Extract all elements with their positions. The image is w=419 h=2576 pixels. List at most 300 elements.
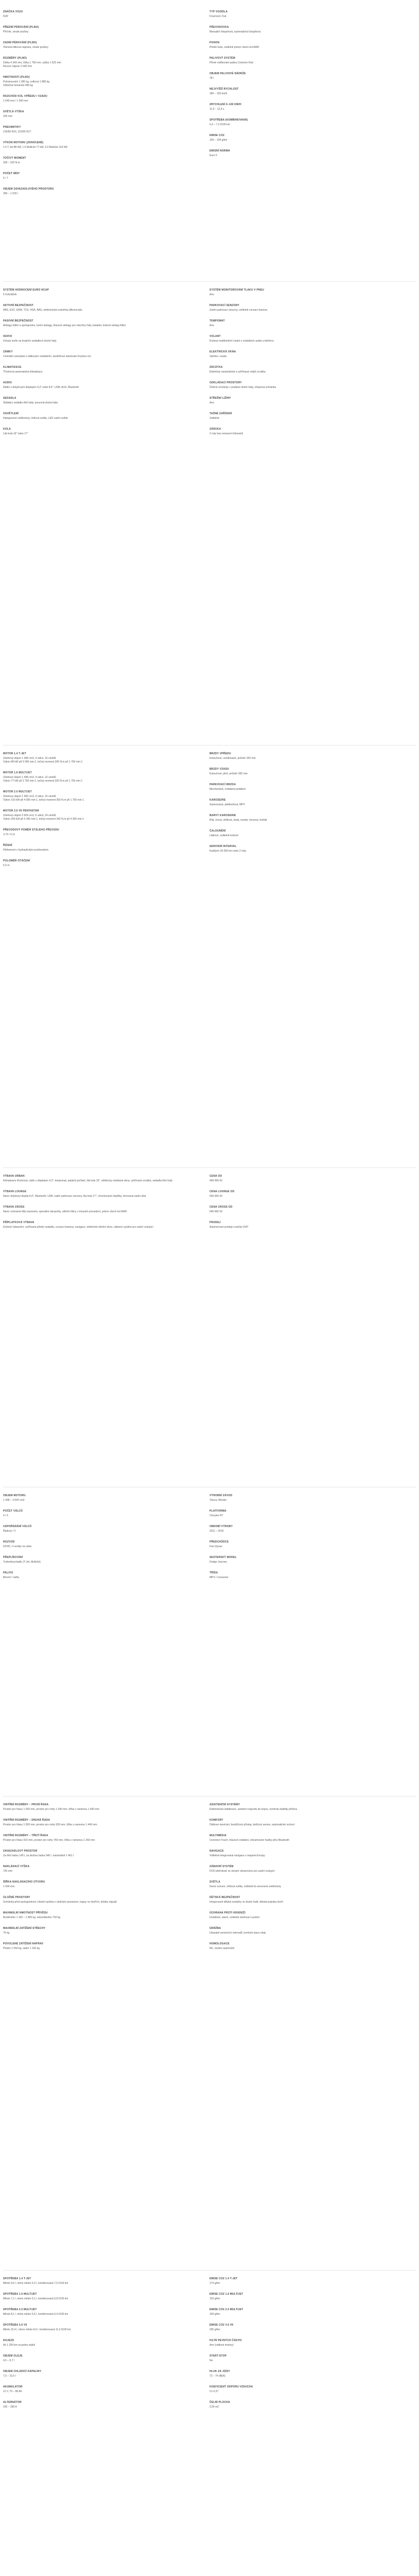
spec-label: VÝROBNÍ ZÁVOD bbox=[210, 1494, 233, 1497]
spec-value: Město 9,6 l, mimo město 6,3 l, kombinovaná 7,5 l/100 km bbox=[3, 2282, 68, 2285]
spec-item bbox=[210, 428, 400, 436]
spec-label: AKTIVNÍ BEZPEČNOST bbox=[3, 304, 34, 307]
spec-label: CENA OD bbox=[210, 1175, 222, 1178]
spec-label: SEDADLA bbox=[3, 397, 16, 400]
spec-value: Příčník, vinuté pružiny bbox=[3, 30, 29, 33]
spec-item bbox=[210, 304, 400, 312]
section-divider bbox=[3, 1167, 416, 1168]
spec-item bbox=[3, 1942, 194, 1951]
spec-value: Denní svícení, mlhová světla, volitelně bi-xenonové světlomety bbox=[210, 1885, 281, 1888]
spec-label: MOTOR 1.4 T-JET bbox=[3, 752, 26, 755]
spec-value: Schránka před spolujezdcem, loketní opěrka s úložným prostorem, kapsy ve dveřích, držáky nápojů bbox=[3, 1901, 117, 1904]
spec-label: PARKOVACÍ SENZORY bbox=[210, 304, 240, 307]
spec-label: VÝBAVA LOUNGE bbox=[3, 1190, 27, 1193]
spec-label: HMOTNOSTI (PLNO) bbox=[3, 76, 30, 79]
spec-label: NAKLÁDACÍ VÝŠKA bbox=[3, 1865, 30, 1868]
spec-label: AUDIO bbox=[3, 381, 12, 384]
spec-value: Volitelně integrovaná navigace s mapami Evropy bbox=[210, 1854, 265, 1857]
spec-value: Elektronická stabilizace, asistent rozjezdu do kopce, kontrola stability přívěsu bbox=[210, 1808, 298, 1811]
spec-item bbox=[210, 350, 400, 359]
spec-label: POHON bbox=[210, 41, 220, 44]
spec-label: PARKOVACÍ BRZDA bbox=[210, 783, 236, 786]
spec-label: STŘEŠNÍ LIŽINY bbox=[210, 397, 231, 400]
spec-value: Rádio s dotykovým displejem 4,3" nebo 8,4", USB, AUX, Bluetooth bbox=[3, 386, 79, 389]
spec-value: 255 g/km bbox=[210, 2328, 220, 2331]
spec-column-left bbox=[3, 2277, 194, 2416]
spec-column-left bbox=[3, 1494, 194, 1587]
spec-label: KAROSERIE bbox=[210, 799, 226, 802]
spec-item bbox=[3, 1510, 194, 1518]
spec-label: OSVĚTLENÍ bbox=[3, 412, 19, 415]
spec-value: 649 900 Kč bbox=[210, 1210, 223, 1213]
spec-item bbox=[3, 1175, 194, 1183]
spec-value: Volitelně bbox=[210, 417, 219, 420]
spec-value: 174 g/km bbox=[210, 2282, 220, 2285]
spec-item bbox=[3, 859, 194, 868]
spec-item bbox=[3, 1850, 194, 1858]
spec-item bbox=[210, 1942, 400, 1951]
spec-label: VNITŘNÍ ROZMĚRY – PRVNÍ ŘADA bbox=[3, 1803, 49, 1806]
spec-label: VÝBAVA CROSS bbox=[3, 1206, 25, 1209]
spec-label: KLIMATIZACE bbox=[3, 366, 22, 369]
spec-item bbox=[3, 1803, 194, 1811]
spec-label: PALIVOVÝ SYSTÉM bbox=[210, 57, 235, 60]
spec-value: 5 / 7 bbox=[3, 177, 8, 180]
spec-value: Za třetí řadou 145 l, za druhou řadou 540 l, maximálně 1 461 l bbox=[3, 1854, 74, 1857]
spec-label: ROZVOD bbox=[3, 1540, 15, 1544]
spec-label: BRZDY VZADU bbox=[210, 768, 229, 771]
spec-item bbox=[210, 412, 400, 420]
spec-value: 4 / 6 bbox=[3, 1514, 8, 1517]
spec-item bbox=[210, 1911, 400, 1920]
spec-value: Centrální zamykání s dálkovým ovládáním, bezklíčové startování Keyless Go bbox=[3, 355, 91, 358]
spec-value: Freemont, Fiat bbox=[210, 15, 226, 18]
spec-column-right bbox=[210, 752, 400, 860]
spec-label: VNITŘNÍ ROZMĚRY – TŘETÍ ŘADA bbox=[3, 1834, 48, 1837]
spec-item bbox=[210, 1880, 400, 1889]
spec-value: 390 – 1 520 l bbox=[3, 192, 18, 195]
spec-label: ROZMĚRY (PLNO) bbox=[3, 57, 27, 60]
spec-item bbox=[3, 1571, 194, 1580]
spec-item bbox=[3, 2385, 194, 2394]
spec-value: 1 540 mm / 1 540 mm bbox=[3, 99, 28, 103]
spec-item bbox=[3, 1896, 194, 1904]
spec-item bbox=[3, 844, 194, 852]
spec-value: Látkové, volitelně kožené bbox=[210, 834, 239, 837]
spec-item bbox=[3, 2293, 194, 2301]
spec-label: SPOTŘEBA (KOMBINOVANÁ) bbox=[210, 118, 248, 122]
spec-item bbox=[210, 829, 400, 838]
spec-item bbox=[210, 319, 400, 328]
spec-column-left bbox=[3, 289, 194, 443]
spec-item bbox=[210, 26, 400, 34]
spec-value: 2,56 m2 bbox=[210, 2405, 219, 2409]
spec-value: Fiat Ulysse bbox=[210, 1545, 222, 1548]
spec-value: ABS, ESC, ERM, TCS, HSA, BAS, elektronická uzávěrka diferenciálu bbox=[3, 309, 82, 312]
spec-label: CENA CROSS OD bbox=[210, 1206, 233, 1209]
spec-value: Bílá, černá, stříbrná, šedá, modrá, červená, hnědá bbox=[210, 819, 267, 822]
spec-item bbox=[210, 1927, 400, 1935]
spec-label: SPOTŘEBA 2.0 MULTIJET bbox=[3, 2308, 37, 2311]
spec-label: KOEFICIENT ODPORU VZDUCHU bbox=[210, 2385, 253, 2388]
spec-item bbox=[3, 141, 194, 149]
spec-value: Brzděného 1 100 – 1 800 kg, nebrzděného 750 kg bbox=[3, 1916, 61, 1919]
spec-label: SPOTŘEBA 1.4 T-JET bbox=[3, 2277, 31, 2280]
spec-value: Kotoučové, plné, průměr 305 mm bbox=[210, 772, 248, 775]
spec-value: Přední 1 050 kg, zadní 1 150 kg bbox=[3, 1947, 40, 1950]
spec-value: Kožené čalounění, vyhřívaná přední sedadla, couvací kamera, navigace, elektrické střešní okno, zábavní systém pro zadní cestující bbox=[3, 1226, 153, 1229]
spec-label: ZADNÍ PÉROVÁNÍ (PLNO) bbox=[3, 41, 37, 44]
spec-item bbox=[210, 1190, 400, 1198]
spec-item bbox=[3, 428, 194, 436]
spec-label: POČET VÁLCŮ bbox=[3, 1510, 23, 1513]
spec-value: 2011 – 2016 bbox=[210, 1530, 224, 1533]
section-divider bbox=[3, 281, 416, 282]
spec-value: Autorizovaní prodejci značky FIAT bbox=[210, 1226, 249, 1229]
spec-item bbox=[3, 26, 194, 34]
spec-item bbox=[210, 752, 400, 760]
spec-value: 1 090 mm bbox=[3, 1885, 15, 1888]
spec-item bbox=[210, 1850, 400, 1858]
spec-label: ELEKTRICKÁ OKNA bbox=[210, 350, 236, 353]
spec-value: Turbodmychadlo (T-Jet, MultiJet) bbox=[3, 1561, 41, 1564]
spec-label: OBJEM PALIVOVÉ NÁDRŽE bbox=[210, 72, 246, 75]
spec-item bbox=[210, 2339, 400, 2347]
spec-label: ZRCÁTKA bbox=[210, 366, 223, 369]
spec-label: MULTIMÉDIA bbox=[210, 1834, 227, 1837]
spec-item bbox=[3, 771, 194, 783]
spec-value: Prostor pro hlavu 1 030 mm, prostor pro nohy 1 040 mm, šířka v ramenou 1 450 mm bbox=[3, 1808, 99, 1811]
spec-item bbox=[210, 814, 400, 822]
spec-label: PALIVO bbox=[3, 1571, 13, 1574]
spec-value: Kožený multifunkční volant s ovládáním audia a telefonu bbox=[210, 340, 274, 343]
spec-column-right bbox=[210, 10, 400, 165]
spec-value: Zdvihový objem 1 368 cm3, 4 válce, 16 ventilů Výkon 88 kW při 5 000 min-1, točivý moment 206 N.m při 1 750 min-1 bbox=[3, 757, 83, 764]
spec-label: HLUK ZA JÍZDY bbox=[210, 2370, 230, 2373]
spec-value: Litá kola 16" nebo 17" bbox=[3, 432, 28, 435]
spec-label: ŠÍŘKA NAKLÁDACÍHO OTVORU bbox=[3, 1880, 45, 1884]
spec-value: Město 7,1 l, mimo město 5,1 l, kombinovaná 5,8 l/100 km bbox=[3, 2297, 68, 2300]
spec-label: MAXIMÁLNÍ ZATÍŽENÍ STŘECHY bbox=[3, 1927, 46, 1930]
spec-item bbox=[210, 2385, 400, 2394]
spec-label: ZAVAZADLOVÝ PROSTOR bbox=[3, 1850, 38, 1853]
spec-item bbox=[3, 2354, 194, 2363]
spec-label: ZÁBAVNÍ SYSTÉM bbox=[210, 1865, 234, 1868]
spec-column-right bbox=[210, 2277, 400, 2416]
spec-value: Ano (naftové motory) bbox=[210, 2344, 234, 2347]
spec-value: Mechanická, ovládaná pedálem bbox=[210, 788, 246, 791]
spec-value: Třízónová automatická klimatizace bbox=[3, 370, 43, 374]
spec-value: Navíc dotykový displej 8,4", Bluetooth, USB, zadní parkovací senzory, litá kola 17", chromované doplňky, tónovaná zadní skla bbox=[3, 1195, 146, 1198]
spec-item bbox=[210, 149, 400, 158]
spec-item bbox=[3, 2308, 194, 2316]
spec-label: BRZDY VPŘEDU bbox=[210, 752, 231, 755]
spec-label: EMISE CO2 1.6 MULTIJET bbox=[210, 2293, 243, 2296]
spec-item bbox=[210, 1540, 400, 1549]
spec-item bbox=[210, 768, 400, 776]
spec-item bbox=[210, 2308, 400, 2316]
spec-label: TYP VOZIDLA bbox=[210, 10, 228, 13]
spec-item bbox=[3, 172, 194, 180]
spec-item bbox=[3, 828, 194, 837]
spec-label: PŘEDNÍ PÉROVÁNÍ (PLNO) bbox=[3, 26, 39, 29]
spec-item bbox=[3, 2277, 194, 2285]
spec-item bbox=[210, 1221, 400, 1229]
spec-label: EMISE CO2 1.4 T-JET bbox=[210, 2277, 238, 2280]
spec-value: 3,79 / 4,11 bbox=[3, 833, 15, 836]
spec-value: 206 – 320 N.m bbox=[3, 161, 20, 164]
spec-value: Samonosná, pětidveřová, MPV bbox=[210, 803, 245, 806]
spec-item bbox=[3, 41, 194, 49]
spec-value: Ukazatel servisních intervalů, kontrola stavu oleje bbox=[210, 1931, 266, 1935]
spec-value: Integrované dětské sedačky ve druhé řadě, dětská pojistka dveří bbox=[210, 1901, 283, 1904]
spec-item bbox=[3, 76, 194, 88]
spec-value: 72 – 74 dB(A) bbox=[210, 2375, 225, 2378]
spec-value: Imobilizér, alarm, volitelně sledovací systém bbox=[210, 1916, 260, 1919]
spec-item bbox=[3, 2339, 194, 2347]
spec-item bbox=[210, 134, 400, 142]
spec-label: VÝKON MOTORU (ZKRÁCENĚ) bbox=[3, 141, 44, 144]
spec-value: Město 8,1 l, mimo město 5,6 l, kombinovaná 6,4 l/100 km bbox=[3, 2313, 68, 2316]
spec-item bbox=[3, 790, 194, 802]
spec-item bbox=[210, 289, 400, 297]
spec-item bbox=[3, 1206, 194, 1214]
spec-item bbox=[210, 118, 400, 127]
spec-label: ROZCHOD KOL VPŘEDU / VZADU bbox=[3, 95, 47, 98]
spec-label: START-STOP bbox=[210, 2354, 227, 2358]
spec-item bbox=[3, 57, 194, 69]
spec-item bbox=[210, 397, 400, 405]
spec-item bbox=[3, 2324, 194, 2332]
spec-label: USPOŘÁDÁNÍ VÁLCŮ bbox=[3, 1525, 32, 1528]
spec-label: KOMFORT bbox=[210, 1819, 223, 1822]
spec-label: POČET MÍST bbox=[3, 172, 20, 175]
spec-value: Manuální 6stupňová, automatická 6stupňová bbox=[210, 30, 261, 33]
spec-label: ASISTENČNÍ SYSTÉMY bbox=[210, 1803, 240, 1806]
spec-value: Až 1 200 km na jednu nádrž bbox=[3, 2344, 36, 2347]
spec-label: ISOFIX bbox=[3, 335, 12, 338]
spec-item bbox=[3, 366, 194, 374]
section-divider bbox=[3, 1796, 416, 1797]
spec-value: Kotoučové, ventilované, průměr 330 mm bbox=[210, 757, 256, 760]
spec-value: 153 g/km bbox=[210, 2297, 220, 2300]
spec-item bbox=[210, 1896, 400, 1904]
spec-value: Zadní parkovací senzory, volitelně couvací kamera bbox=[210, 309, 268, 312]
spec-item bbox=[3, 110, 194, 118]
spec-column-left bbox=[3, 1175, 194, 1236]
spec-value: 1.4 T-Jet 88 kW, 1.6 MultiJet 77 kW, 2.0 MultiJet 103 kW bbox=[3, 146, 67, 149]
spec-label: VÝBAVA URBAN bbox=[3, 1175, 25, 1178]
spec-value: 499 900 Kč bbox=[210, 1179, 223, 1182]
spec-item bbox=[3, 157, 194, 165]
spec-item bbox=[3, 188, 194, 196]
spec-label: ZRYCHLENÍ 0–100 KM/H bbox=[210, 103, 241, 106]
spec-label: NEJVYŠŠÍ RYCHLOST bbox=[210, 88, 239, 91]
spec-value: Přímé vstřikování paliva Common Rail bbox=[210, 61, 253, 64]
spec-label: SERVISNÍ INTERVAL bbox=[210, 845, 237, 848]
spec-item bbox=[210, 88, 400, 96]
spec-label: PŘÍPLATKOVÁ VÝBAVA bbox=[3, 1221, 34, 1224]
spec-item bbox=[210, 845, 400, 853]
spec-label: PNEUMATIKY bbox=[3, 126, 21, 129]
spec-label: ZÁMKY bbox=[3, 350, 13, 353]
spec-item bbox=[3, 1819, 194, 1827]
spec-label: EMISE CO2 3.6 V6 bbox=[210, 2324, 234, 2327]
spec-item bbox=[3, 350, 194, 359]
spec-value: 180 – 195 km/h bbox=[210, 92, 228, 95]
spec-item bbox=[3, 809, 194, 821]
spec-label: ŘÍZENÍ bbox=[3, 844, 12, 847]
spec-value: DOHC, 4 ventily na válec bbox=[3, 1545, 32, 1548]
spec-label: PLATFORMA bbox=[210, 1510, 226, 1513]
spec-item bbox=[210, 72, 400, 80]
spec-label: SPOTŘEBA 3.6 V6 bbox=[3, 2324, 27, 2327]
spec-item bbox=[210, 1206, 400, 1214]
spec-value: Délka 4 343 mm, šířka 1 790 mm, výška 1 525 mm Rozvor náprav 2 640 mm bbox=[3, 61, 61, 68]
spec-label: TŘÍDA bbox=[210, 1571, 218, 1574]
spec-value: Úložné schránky v podlaze druhé řady, chlazená schránka bbox=[210, 386, 276, 389]
spec-value: Dálkové otevírání, bezklíčový přístup, dešťový senzor, automatické svícení bbox=[210, 1823, 295, 1826]
spec-label: TEMPOMAT bbox=[210, 319, 225, 323]
spec-label: PŘEPLŇOVÁNÍ bbox=[3, 1556, 23, 1559]
spec-item bbox=[210, 10, 400, 19]
spec-value: Ano bbox=[210, 324, 214, 327]
spec-label: ÚDRŽBA bbox=[210, 1927, 221, 1930]
spec-item bbox=[3, 381, 194, 389]
spec-label: EMISNÍ NORMA bbox=[210, 149, 230, 152]
spec-item bbox=[210, 1865, 400, 1873]
spec-label: SVĚTLÁ VÝŠKA bbox=[3, 110, 24, 113]
spec-value: 12 V, 70 – 80 Ah bbox=[3, 2390, 22, 2393]
spec-value: Hřebenové s hydraulickým posilovačem bbox=[3, 849, 49, 852]
spec-value: 165 mm bbox=[3, 115, 13, 118]
spec-label: PŘEDCHŮDCE bbox=[210, 1540, 229, 1544]
spec-label: NAVIGACE bbox=[210, 1850, 224, 1853]
spec-label: DĚTSKÁ BEZPEČNOST bbox=[210, 1896, 240, 1899]
spec-item bbox=[210, 103, 400, 111]
spec-label: BARVY KAROSERIE bbox=[210, 814, 236, 817]
spec-item bbox=[3, 1540, 194, 1549]
spec-item bbox=[210, 783, 400, 791]
spec-label: ČALOUNĚNÍ bbox=[210, 829, 226, 833]
spec-column-left bbox=[3, 752, 194, 875]
spec-item bbox=[3, 95, 194, 103]
spec-value: 11,0 – 12,4 s bbox=[210, 108, 224, 111]
spec-item bbox=[3, 2401, 194, 2409]
spec-label: SYSTÉM MONITOROVÁNÍ TLAKU V PNEU bbox=[210, 289, 265, 292]
spec-label: VNITŘNÍ ROZMĚRY – DRUHÁ ŘADA bbox=[3, 1819, 50, 1822]
spec-value: 5 hvězdiček bbox=[3, 293, 17, 296]
spec-value: Benzín / nafta bbox=[3, 1576, 19, 1579]
spec-item bbox=[3, 1927, 194, 1935]
spec-value: Ano bbox=[210, 293, 214, 296]
spec-value: Uconnect Touch, hlasové ovládání, streamování hudby přes Bluetooth bbox=[210, 1839, 290, 1842]
spec-column-right bbox=[210, 289, 400, 443]
spec-item bbox=[3, 319, 194, 328]
spec-value: Navíc ochranné lišty karoserie, speciální nárazníky, střešní ližiny v tmavém provedení, pohon všech kol AWD bbox=[3, 1210, 127, 1213]
spec-column-right bbox=[210, 1803, 400, 1958]
spec-label: AKUMULÁTOR bbox=[3, 2385, 23, 2388]
spec-label: SPOTŘEBA 1.6 MULTIJET bbox=[3, 2293, 37, 2296]
spec-value: 2 roky bez omezení kilometrů bbox=[210, 432, 243, 435]
spec-label: ČELNÍ PLOCHA bbox=[210, 2401, 230, 2404]
spec-item bbox=[3, 289, 194, 297]
spec-value: 215/60 R16, 215/55 R17 bbox=[3, 130, 31, 133]
spec-value: 569 900 Kč bbox=[210, 1195, 223, 1198]
spec-value: Prostor pro hlavu 910 mm, prostor pro nohy 760 mm, šířka v ramenou 1 260 mm bbox=[3, 1839, 95, 1842]
spec-label: KOLA bbox=[3, 428, 11, 431]
spec-item bbox=[210, 2324, 400, 2332]
spec-item bbox=[3, 10, 194, 19]
spec-item bbox=[210, 799, 400, 807]
spec-item bbox=[3, 1865, 194, 1873]
spec-item bbox=[3, 1911, 194, 1920]
spec-label: EMISE CO2 2.0 MULTIJET bbox=[210, 2308, 243, 2311]
spec-item bbox=[210, 41, 400, 49]
spec-label: PRODEJ bbox=[210, 1221, 221, 1224]
spec-value: Cx 0,37 bbox=[210, 2390, 219, 2393]
spec-item bbox=[3, 1525, 194, 1533]
spec-item bbox=[210, 1175, 400, 1183]
spec-item bbox=[210, 1525, 400, 1533]
spec-label: OCHRANA PROTI KRÁDEŽI bbox=[210, 1911, 246, 1914]
spec-label: TOČIVÝ MOMENT bbox=[3, 157, 26, 160]
spec-label: SVĚTLA bbox=[210, 1880, 220, 1884]
spec-label: FILTR PEVNÝCH ČÁSTIC bbox=[210, 2339, 242, 2342]
spec-value: 7,5 – 10,5 l bbox=[3, 2375, 16, 2378]
spec-item bbox=[3, 1556, 194, 1564]
spec-item bbox=[3, 2370, 194, 2378]
spec-label: POVOLENÉ ZATÍŽENÍ NÁPRAV bbox=[3, 1942, 44, 1945]
spec-label: OBJEM MOTORU bbox=[3, 1494, 26, 1497]
spec-value: Vpředu i vzadu bbox=[210, 355, 227, 358]
spec-value: Klimatizace třízónová, rádio s displejem 4,3", tempomat, palubní počítač, litá kola 16", elektricky ovládaná okna, vyhřívaná zrcátka, sedadla třetí řady bbox=[3, 1179, 172, 1182]
spec-value: 4,5 – 5,7 l bbox=[3, 2359, 14, 2362]
spec-value: Halogenové světlomety, mlhová světla, LED zadní světla bbox=[3, 417, 68, 420]
spec-label: SESTERSKÝ MODEL bbox=[210, 1556, 237, 1559]
spec-value: Dodge Journey bbox=[210, 1561, 227, 1564]
spec-label: TAŽNÉ ZAŘÍZENÍ bbox=[210, 412, 232, 415]
spec-value: M1, osobní automobil bbox=[210, 1947, 234, 1950]
spec-value: 169 – 194 g/km bbox=[210, 139, 228, 142]
spec-item bbox=[210, 1571, 400, 1580]
spec-item bbox=[210, 1819, 400, 1827]
spec-label: OBDOBÍ VÝROBY bbox=[210, 1525, 233, 1528]
spec-value: Pohotovostní 1 395 kg, celková 1 880 kg Užitečná hmotnost 485 kg bbox=[3, 80, 50, 87]
spec-item bbox=[210, 1803, 400, 1811]
spec-value: Chrysler RT bbox=[210, 1514, 223, 1517]
spec-item bbox=[210, 2293, 400, 2301]
spec-value: Skládací sedadla třetí řady, posuvná druhá řada bbox=[3, 401, 58, 404]
spec-value: Úchyty Isofix na krajních sedadlech druhé řady bbox=[3, 340, 57, 343]
spec-value: Toluca, Mexiko bbox=[210, 1499, 227, 1502]
spec-label: MOTOR 2.0 MULTIJET bbox=[3, 790, 32, 793]
spec-item bbox=[210, 2354, 400, 2363]
spec-item bbox=[3, 304, 194, 312]
spec-label: POLOMĚR OTÁČENÍ bbox=[3, 859, 30, 862]
spec-item bbox=[210, 1494, 400, 1502]
spec-label: ALTERNÁTOR bbox=[3, 2401, 22, 2404]
spec-item bbox=[210, 1834, 400, 1842]
spec-label: PASIVNÍ BEZPEČNOST bbox=[3, 319, 33, 323]
spec-item bbox=[3, 1880, 194, 1889]
spec-label: PŘEVODOVÝ POMĚR STÁLÉHO PŘEVODU bbox=[3, 828, 59, 832]
spec-value: MPV / crossover bbox=[210, 1576, 229, 1579]
spec-item bbox=[3, 397, 194, 405]
spec-column-left bbox=[3, 10, 194, 203]
spec-column-right bbox=[210, 1175, 400, 1236]
spec-item bbox=[3, 752, 194, 764]
